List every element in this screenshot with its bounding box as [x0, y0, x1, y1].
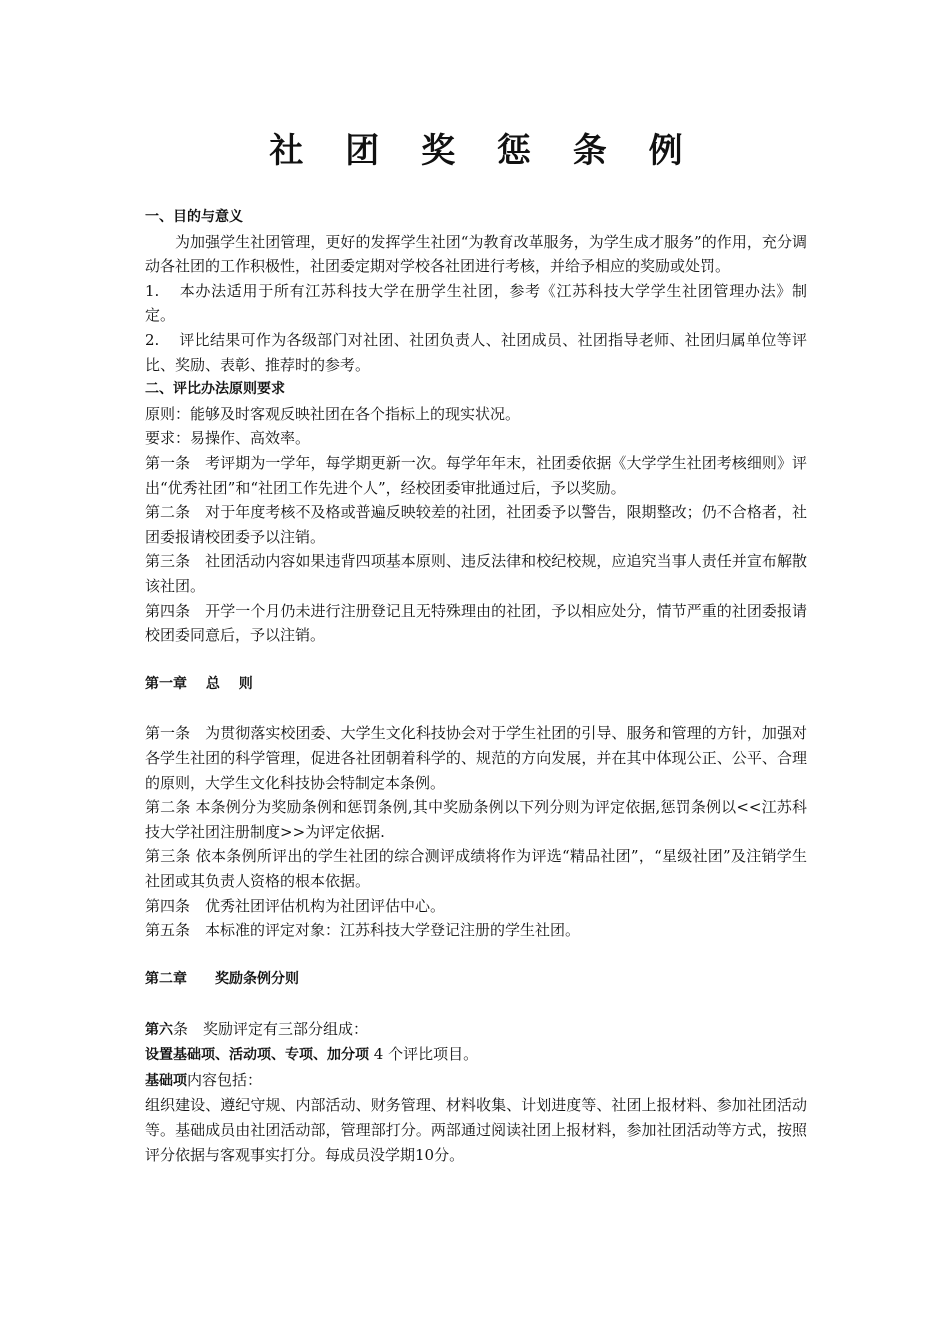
list-item-text: 本办法适用于所有江苏科技大学在册学生社团，参考《江苏科技大学学生社团管理办法》制定。 — [145, 281, 807, 325]
spacer — [145, 992, 807, 1017]
article-paragraph: 第一条 为贯彻落实校团委、大学生文化科技协会对于学生社团的引导、服务和管理的方针，加强对各学生社团的科学管理，促进各社团朝着科学的、规范的方向发展，并在其中体现公正、公平、合理的原则，大学生文化科技协会特制定本条例。 — [145, 724, 807, 792]
list-item-number: 1. — [145, 281, 160, 300]
list-item — [145, 279, 807, 328]
article-paragraph — [145, 1017, 807, 1043]
chapter-heading-general: 第一章 总 则 — [145, 676, 253, 693]
paragraph-setup — [145, 1042, 807, 1068]
article-paragraph: 第五条 本标准的评定对象：江苏科技大学登记注册的学生社团。 — [145, 921, 581, 940]
paragraph-requirement: 要求：易操作、高效率。 — [145, 429, 311, 448]
article-paragraph: 第一条 考评期为一学年，每学期更新一次。每学年年末，社团委依据《大学学生社团考核细则》评出“优秀社团”和“社团工作先进个人”，经校团委审批通过后，予以奖励。 — [145, 453, 807, 497]
paragraph-intro: 为加强学生社团管理，更好的发挥学生社团“为教育改革服务，为学生成才服务”的作用，充分调动各社团的工作积极性，社团委定期对学校各社团进行考核，并给予相应的奖励或处罚。 — [145, 232, 807, 276]
spacer — [145, 943, 807, 968]
article-text: 条 奖励评定有三部分组成： — [173, 1019, 369, 1038]
article-label: 第六 — [145, 1021, 173, 1038]
spacer — [145, 697, 807, 722]
setup-text: 4 个评比项目。 — [369, 1045, 479, 1064]
document-page — [145, 125, 807, 1167]
article-paragraph: 第三条 社团活动内容如果违背四项基本原则、违反法律和校纪校规，应追究当事人责任并宣布解散该社团。 — [145, 552, 807, 595]
article-paragraph: 第三条 依本条例所评出的学生社团的综合测评成绩将作为评选“精品社团”，“星级社团”及注销学生社团或其负责人资格的根本依据。 — [145, 847, 807, 891]
chapter-heading-rewards: 第二章 奖励条例分则 — [145, 971, 299, 988]
spacer — [145, 648, 807, 673]
section-heading-principles: 二、评比办法原则要求 — [145, 381, 285, 398]
article-paragraph: 第四条 开学一个月仍未进行注册登记且无特殊理由的社团，予以相应处分，情节严重的社团委报请校团委同意后，予以注销。 — [145, 601, 807, 645]
list-item-text: 评比结果可作为各级部门对社团、社团负责人、社团成员、社团指导老师、社团归属单位等评比、奖励、表彰、推荐时的参考。 — [145, 330, 807, 374]
paragraph-basic-detail: 组织建设、遵纪守规、内部活动、财务管理、材料收集、计划进度等、社团上报材料、参加社团活动等。基础成员由社团活动部，管理部打分。两部通过阅读社团上报材料，参加社团活动等方式，按照评分依据与客观事实打分。每成员没学期10分。 — [145, 1096, 807, 1164]
document-title: 社 团 奖 惩 条 例 — [269, 131, 698, 171]
paragraph-basic — [145, 1068, 807, 1094]
article-paragraph: 第二条 本条例分为奖励条例和惩罚条例,其中奖励条例以下列分则为评定依据,惩罚条例以<<江苏科技大学社团注册制度>>为评定依据. — [145, 798, 807, 841]
list-item-number: 2. — [145, 330, 160, 349]
basic-text: 内容包括： — [187, 1070, 263, 1089]
list-item — [145, 328, 807, 377]
article-paragraph: 第二条 对于年度考核不及格或普遍反映较差的社团，社团委予以警告，限期整改；仍不合格者，社团委报请校团委予以注销。 — [145, 503, 807, 546]
article-paragraph: 第四条 优秀社团评估机构为社团评估中心。 — [145, 896, 446, 915]
section-heading-purpose: 一、目的与意义 — [145, 209, 243, 225]
setup-bold-text: 设置基础项、活动项、专项、加分项 — [145, 1047, 369, 1064]
paragraph-principle: 原则：能够及时客观反映社团在各个指标上的现实状况。 — [145, 404, 521, 423]
basic-bold-text: 基础项 — [145, 1072, 187, 1089]
